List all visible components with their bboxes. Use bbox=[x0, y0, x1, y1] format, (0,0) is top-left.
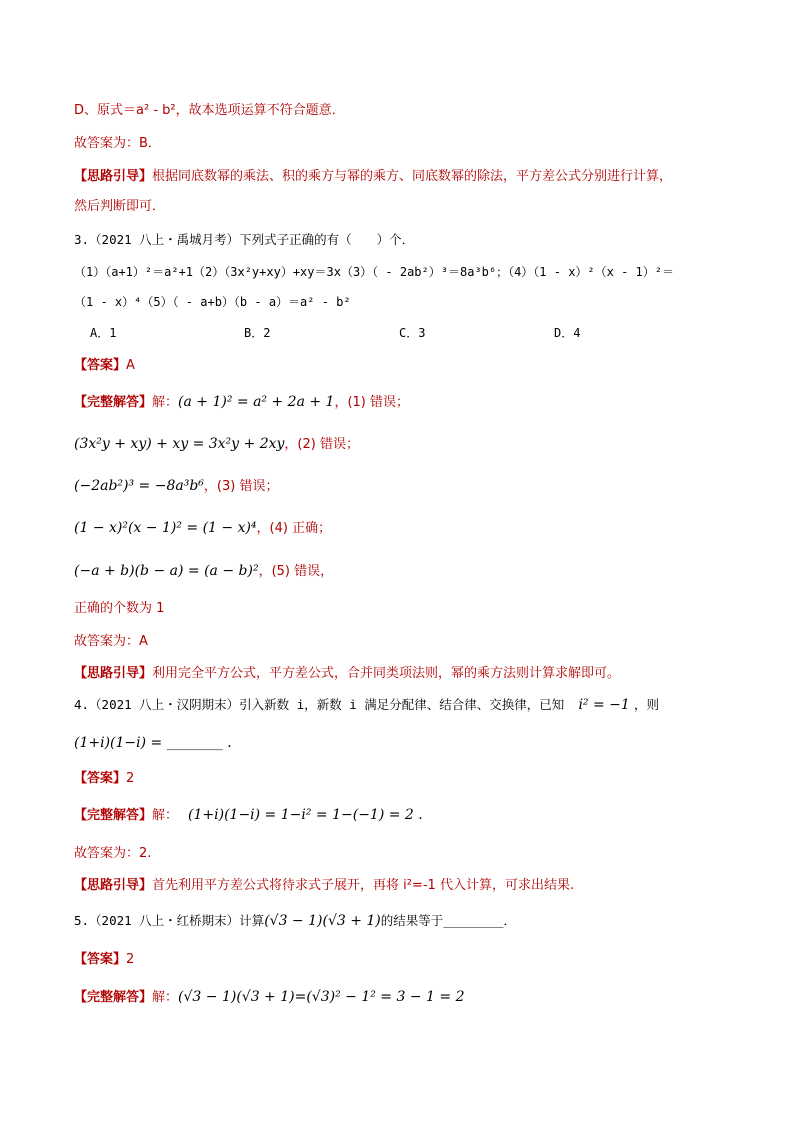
solution-formula-5: (−a + b)(b − a) = (a − b)² bbox=[74, 563, 259, 579]
guide-tag: 【思路引导】 bbox=[74, 169, 153, 184]
question-5-formula: (√3 − 1)(√3 + 1) bbox=[264, 913, 381, 929]
question-4-text: 4.（2021 八上・汉阴期末）引入新数 i，新数 i 满足分配律、结合律、交换律，已知 bbox=[74, 697, 565, 712]
full-solution-line-2 bbox=[74, 434, 359, 455]
answer-line: 故答案为：B． bbox=[74, 136, 161, 151]
question-5-title bbox=[74, 911, 516, 932]
guide-text: 根据同底数幂的乘法、积的乘方与幂的乘方、同底数幂的除法，平方差公式分别进行计算， bbox=[152, 169, 673, 184]
question-5-text: 5.（2021 八上・红桥期末）计算 bbox=[74, 913, 265, 928]
guide-text: 利用完全平方公式，平方差公式，合并同类项法则，幂的乘方法则计算求解即可。 bbox=[152, 666, 621, 681]
answer-value: 2 bbox=[126, 771, 135, 786]
full-solution-line-5 bbox=[74, 561, 333, 582]
guide-tag: 【思路引导】 bbox=[74, 666, 153, 681]
question-4-final-answer: 故答案为：2. bbox=[74, 846, 152, 861]
solution-formula-2: (3x²y + xy) + xy = 3x²y + 2xy bbox=[74, 436, 285, 452]
answer-value: 2 bbox=[126, 952, 135, 967]
question-4-then: ，则 bbox=[633, 697, 659, 712]
question-5-full-solution bbox=[74, 987, 464, 1008]
question-4-answer bbox=[74, 769, 134, 789]
guide-text: 首先利用平方差公式将待求式子展开，再将 i²=-1 代入计算，可求出结果. bbox=[152, 878, 575, 893]
solution-note-1: ，(1) 错误； bbox=[334, 395, 410, 410]
option-d-explanation: D、原式＝a² - b²，故本选项运算不符合题意． bbox=[74, 103, 345, 118]
question-3-statement-2: （1 - x）⁴（5）（ - a+b）（b - a）＝a² - b² bbox=[74, 295, 351, 309]
question-4-expression bbox=[74, 733, 232, 754]
option-d: D．4 bbox=[554, 326, 581, 340]
full-solution-line-1 bbox=[74, 392, 409, 413]
question-3-statement-1: （1）（a+1）²＝a²+1（2）（3x²y+xy）+xy＝3x（3）（ - 2ab²）³＝8a³b⁶；（4）（1 - x）²（x - 1）²＝ bbox=[74, 265, 675, 279]
solution-intro: 解： bbox=[152, 395, 179, 410]
solution-note-3: ，(3) 错误； bbox=[203, 479, 279, 494]
answer-tag: 【答案】 bbox=[74, 358, 127, 373]
full-solution-tag: 【完整解答】 bbox=[74, 395, 153, 410]
solution-formula-3: (−2ab²)³ = −8a³b⁶ bbox=[74, 478, 204, 494]
solution-note-4: ，(4) 正确； bbox=[256, 521, 332, 536]
question-3-answer bbox=[74, 356, 135, 376]
solution-note-2: ，(2) 错误； bbox=[284, 437, 359, 452]
question-3-final-answer: 故答案为：A bbox=[74, 634, 148, 649]
guide-tag: 【思路引导】 bbox=[74, 878, 153, 893]
full-solution-line-3 bbox=[74, 476, 278, 497]
question-4-formula: (1+i)(1−i) = ________ . bbox=[74, 735, 232, 751]
full-solution-line-4 bbox=[74, 518, 331, 539]
question-5-tail: 的结果等于________． bbox=[380, 913, 516, 928]
answer-value: A bbox=[126, 358, 135, 373]
question-3-guide bbox=[74, 664, 620, 684]
option-a: A．1 bbox=[90, 326, 117, 340]
question-4-guide bbox=[74, 876, 574, 896]
guide-line-1 bbox=[74, 167, 672, 187]
question-4-title bbox=[74, 695, 659, 716]
solution-intro: 解： bbox=[152, 990, 179, 1005]
solution-note-5: ，(5) 错误， bbox=[258, 564, 334, 579]
solution-formula-4: (1 − x)²(x − 1)² = (1 − x)⁴ bbox=[74, 520, 257, 536]
answer-tag: 【答案】 bbox=[74, 952, 127, 967]
solution-formula: (√3 − 1)(√3 + 1)=(√3)² − 1² = 3 − 1 = 2 bbox=[178, 989, 465, 1005]
solution-formula: (1+i)(1−i) = 1−i² = 1−(−1) = 2 . bbox=[188, 807, 423, 823]
option-c: C．3 bbox=[399, 326, 426, 340]
correct-count: 正确的个数为 1 bbox=[74, 601, 165, 616]
full-solution-tag: 【完整解答】 bbox=[74, 808, 153, 823]
question-5-answer bbox=[74, 950, 134, 970]
option-b: B．2 bbox=[244, 326, 271, 340]
full-solution-tag: 【完整解答】 bbox=[74, 990, 153, 1005]
solution-formula-1: (a + 1)² = a² + 2a + 1 bbox=[178, 394, 335, 410]
question-3-title: 3.（2021 八上・禹城月考）下列式子正确的有（ ）个． bbox=[74, 232, 415, 247]
guide-line-2: 然后判断即可． bbox=[74, 199, 166, 214]
solution-intro: 解： bbox=[152, 808, 179, 823]
question-4-condition: i² = −1 bbox=[578, 697, 630, 713]
answer-tag: 【答案】 bbox=[74, 771, 127, 786]
question-4-full-solution bbox=[74, 805, 423, 826]
